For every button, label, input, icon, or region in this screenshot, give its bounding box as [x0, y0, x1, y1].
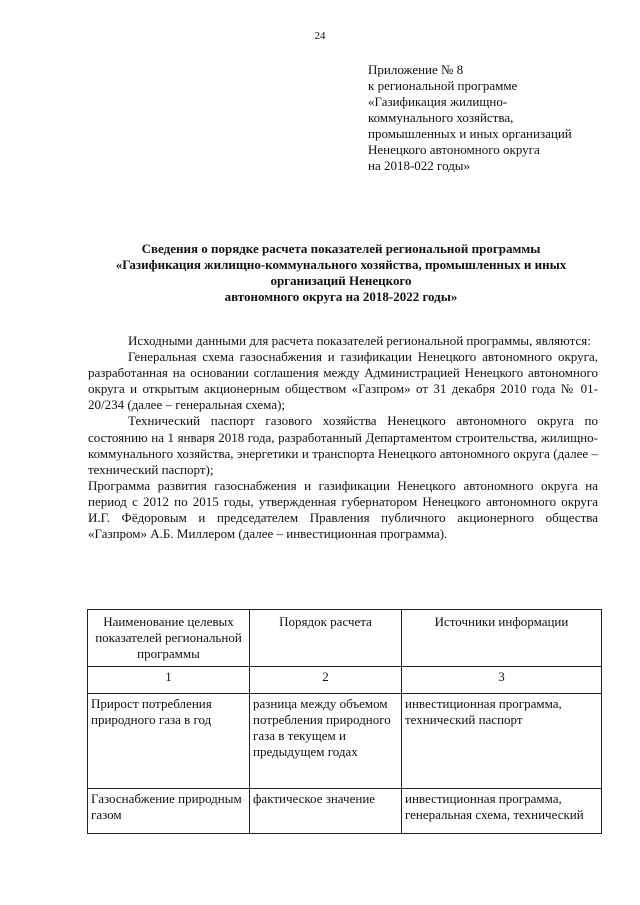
- appendix-header: [368, 62, 618, 174]
- appendix-line: «Газификация жилищно-: [368, 94, 508, 109]
- table-cell: фактическое значение: [250, 789, 402, 834]
- column-number: 2: [250, 667, 402, 694]
- appendix-line: коммунального хозяйства,: [368, 110, 514, 125]
- appendix-line: Приложение № 8: [368, 62, 464, 77]
- title-line: организаций Ненецкого: [270, 273, 412, 288]
- title-line: автономного округа на 2018-2022 годы»: [224, 289, 458, 304]
- table-cell: инвестиционная программа, генеральная схема, технический: [402, 789, 602, 834]
- table-column-numbers-row: [88, 667, 602, 694]
- general-scheme-paragraph: Генеральная схема газоснабжения и газификации Ненецкого автономного округа, разработанная на основании соглашения между Администрацией Ненецкого автономного округа и открытым акционерным обществом «Газпром» от 31 декабря 2010 года № 01-20/234 (далее – генеральная схема);: [88, 349, 598, 413]
- appendix-line: промышленных и иных организаций: [368, 126, 572, 141]
- investment-program-paragraph: Программа развития газоснабжения и газификации Ненецкого автономного округа на период с 2012 по 2015 годы, утвержденная губернатором Ненецкого автономного округа И.Г. Фёдоровым и председателем Правления публичного акционерного общества «Газпром» А.Б. Миллером (далее – инвестиционная программа).: [88, 477, 598, 542]
- table-cell: инвестиционная программа, технический паспорт: [402, 694, 602, 789]
- column-number: 3: [402, 667, 602, 694]
- appendix-line: к региональной программе: [368, 78, 518, 93]
- table-cell: Газоснабжение природным газом: [88, 789, 250, 834]
- table-header-row: [88, 610, 602, 667]
- table-row: [88, 789, 602, 834]
- header-information-sources: Источники информации: [402, 610, 602, 667]
- appendix-line: на 2018-022 годы»: [368, 158, 471, 173]
- indicators-table: [87, 609, 602, 834]
- column-number: 1: [88, 667, 250, 694]
- title-line: Сведения о порядке расчета показателей региональной программы: [141, 241, 541, 256]
- table-cell: разница между объемом потребления природного газа в текущем и предыдущем годах: [250, 694, 402, 789]
- technical-passport-paragraph: Технический паспорт газового хозяйства Ненецкого автономного округа по состоянию на 1 января 2018 года, разработанный Департаментом строительства, жилищно-коммунального хозяйства, энергетики и транспорта Ненецкого автономного округа (далее – технический паспорт);: [88, 413, 598, 477]
- page-number: 24: [314, 30, 326, 42]
- intro-paragraph: Исходными данными для расчета показателей региональной программы, являются:: [128, 333, 591, 348]
- appendix-line: Ненецкого автономного округа: [368, 142, 540, 157]
- table-cell: Прирост потребления природного газа в год: [88, 694, 250, 789]
- header-indicator-name: Наименование целевых показателей региональной программы: [88, 610, 250, 667]
- title-line: «Газификация жилищно-коммунального хозяйства, промышленных и иных: [115, 257, 567, 272]
- table-row: [88, 694, 602, 789]
- document-title: [88, 241, 594, 305]
- header-calculation-order: Порядок расчета: [250, 610, 402, 667]
- body-text: [88, 333, 598, 542]
